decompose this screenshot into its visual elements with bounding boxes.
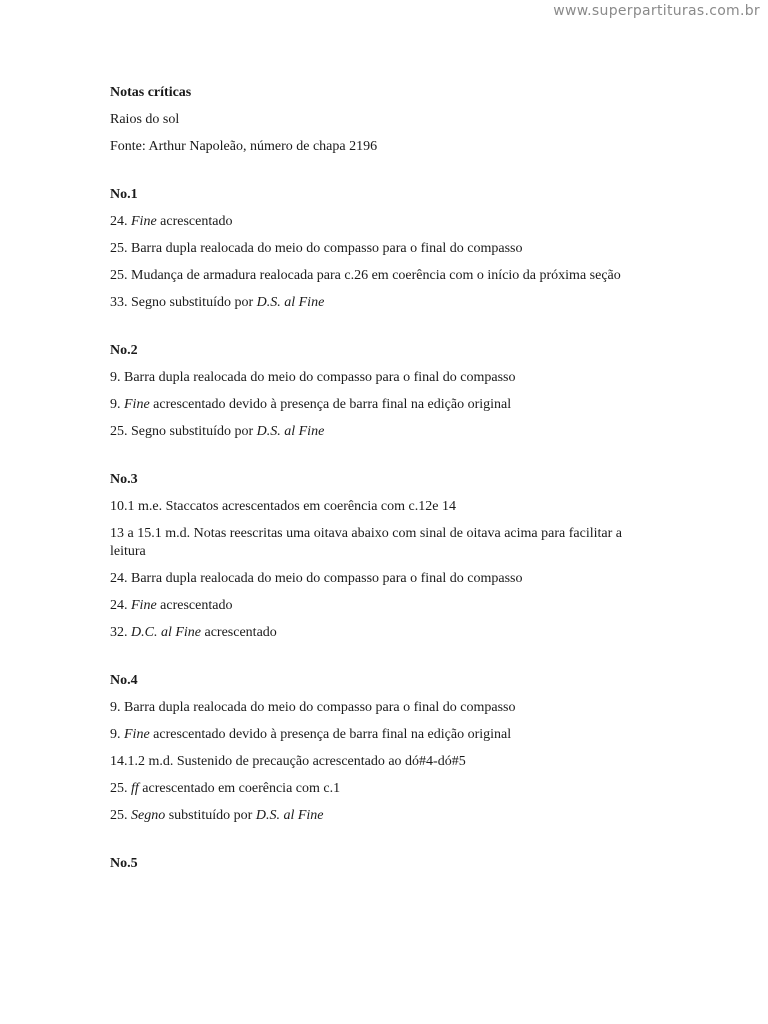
note-text: 25. Segno substituído por [110,424,257,439]
note-item [110,423,650,441]
piece-title: Raios do sol [110,112,180,127]
section-1 [110,186,650,312]
note-text: 9. [110,727,124,742]
note-text: 25. [110,808,131,823]
section-heading: No.3 [110,472,138,487]
source-line: Fonte: Arthur Napoleão, número de chapa 2196 [110,139,378,154]
italic-term: D.C. al Fine [131,625,201,640]
note-item [110,570,650,588]
note-text: 33. Segno substituído por [110,295,257,310]
section-5 [110,855,650,873]
note-item [110,807,650,825]
document-title: Notas críticas [110,85,192,100]
note-item [110,699,650,717]
note-item [110,267,650,285]
note-text: 24. [110,598,131,613]
note-text: 14.1.2 m.d. Sustenido de precaução acrescentado ao dó#4-dó#5 [110,754,466,769]
note-text: acrescentado devido à presença de barra final na edição original [149,397,512,412]
note-item [110,525,650,561]
section-4 [110,672,650,825]
section-heading: No.4 [110,673,138,688]
note-item [110,780,650,798]
note-text: 24. [110,214,131,229]
note-text: 9. [110,397,124,412]
site-watermark: www.superpartituras.com.br [553,3,760,19]
note-item [110,240,650,258]
italic-term: D.S. al Fine [256,424,325,439]
italic-term: Fine [131,598,157,613]
note-text: 10.1 m.e. Staccatos acrescentados em coerência com c.12e 14 [110,499,456,514]
note-text: acrescentado [156,214,233,229]
note-text: acrescentado [201,625,277,640]
note-text: 9. Barra dupla realocada do meio do compasso para o final do compasso [110,370,516,385]
note-item [110,597,650,615]
notes-sections [110,186,650,873]
italic-term: Fine [124,397,150,412]
critical-notes-document [110,84,650,882]
italic-term: Fine [131,214,157,229]
note-text: 25. Barra dupla realocada do meio do compasso para o final do compasso [110,241,523,256]
note-item [110,396,650,414]
note-text: 24. Barra dupla realocada do meio do compasso para o final do compasso [110,571,523,586]
note-text: 9. Barra dupla realocada do meio do compasso para o final do compasso [110,700,516,715]
note-item [110,753,650,771]
note-text: acrescentado em coerência com c.1 [138,781,341,796]
note-item [110,726,650,744]
italic-term: D.S. al Fine [255,808,324,823]
note-text: acrescentado [156,598,233,613]
note-item [110,213,650,231]
italic-term: D.S. al Fine [256,295,325,310]
section-3 [110,471,650,642]
note-text: 25. Mudança de armadura realocada para c.26 em coerência com o início da próxima seção [110,268,621,283]
section-heading: No.1 [110,187,138,202]
section-2 [110,342,650,441]
note-item [110,624,650,642]
note-text: substituído por [165,808,256,823]
note-text: 13 a 15.1 m.d. Notas reescritas uma oitava abaixo com sinal de oitava acima para facilitar a leitura [110,526,622,559]
note-text: acrescentado devido à presença de barra final na edição original [149,727,512,742]
section-heading: No.2 [110,343,138,358]
note-item [110,369,650,387]
note-text: 32. [110,625,131,640]
italic-term: ff [131,781,139,796]
section-heading: No.5 [110,856,138,871]
italic-term: Segno [131,808,166,823]
italic-term: Fine [124,727,150,742]
note-item [110,498,650,516]
note-text: 25. [110,781,131,796]
note-item [110,294,650,312]
